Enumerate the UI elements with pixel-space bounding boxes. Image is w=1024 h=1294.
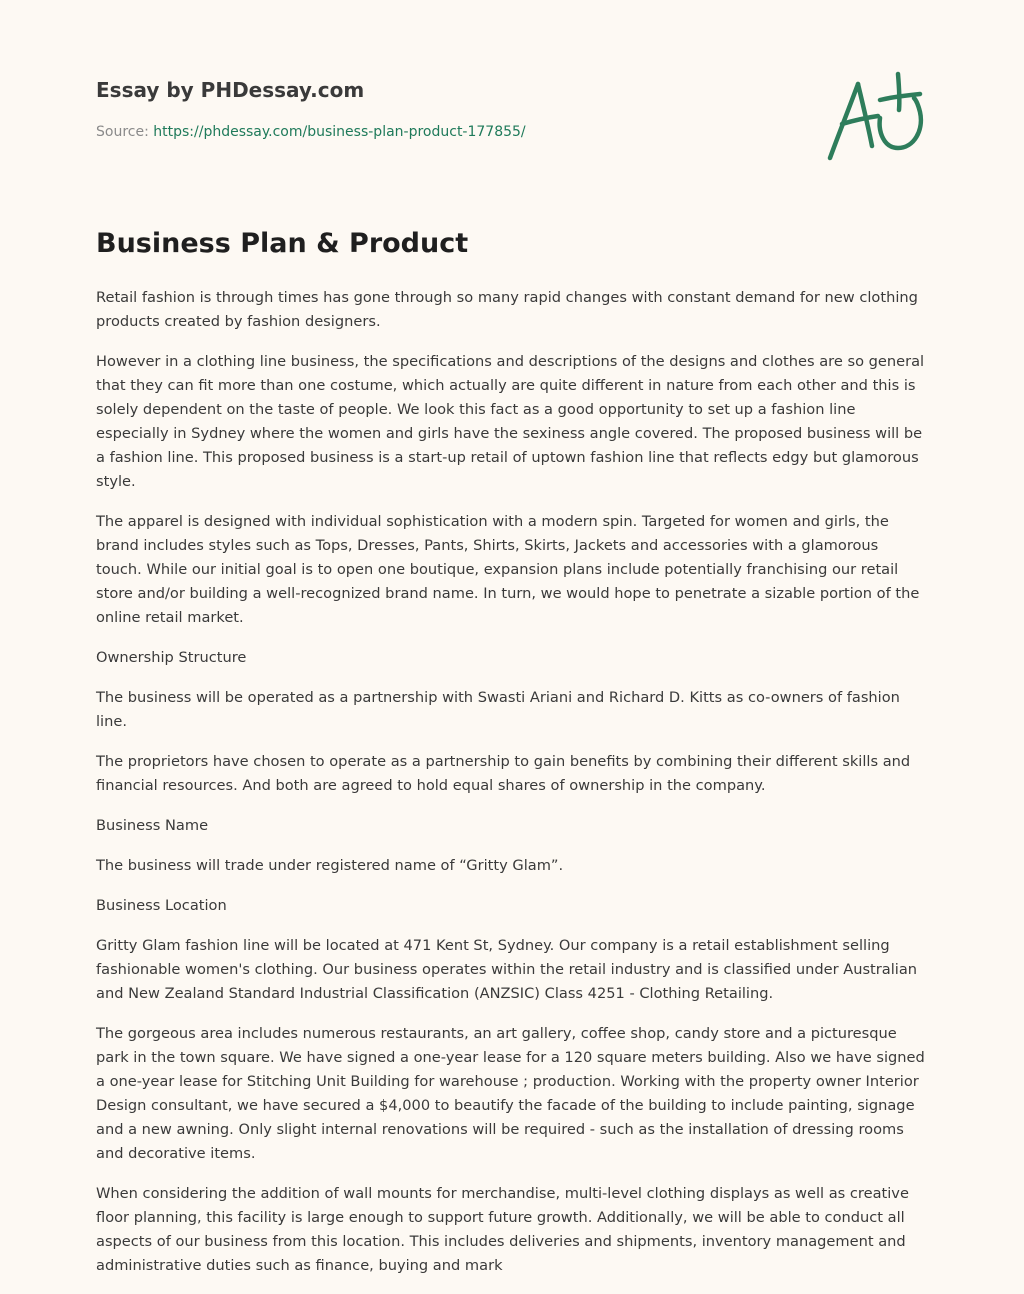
a-plus-grade-icon bbox=[820, 66, 930, 166]
essay-paragraph: The business will trade under registered name of “Gritty Glam”. bbox=[96, 857, 564, 874]
source-line bbox=[96, 122, 796, 142]
source-link[interactable]: https://phdessay.com/business-plan-product-177855/ bbox=[153, 124, 526, 140]
page-header bbox=[96, 76, 796, 142]
section-heading-ownership: Ownership Structure bbox=[96, 649, 247, 666]
essay-paragraph: When considering the addition of wall mounts for merchandise, multi-level clothing displays as well as creative floor planning, this facility is large enough to support future growth. Additionally, we will be able to conduct all aspects of our business from this location. This includes deliveries and shipments, inventory management and administrative duties such as finance, buying and mark bbox=[96, 1185, 909, 1274]
essay-paragraph: The business will be operated as a partnership with Swasti Ariani and Richard D. Kitts as co-owners of fashion line. bbox=[96, 689, 900, 730]
site-title: Essay by PHDessay.com bbox=[96, 78, 365, 102]
essay-paragraph: However in a clothing line business, the specifications and descriptions of the designs and clothes are so general that they can fit more than one costume, which actually are quite different in nature from each other and this is solely dependent on the taste of people. We look this fact as a good opportunity to set up a fashion line especially in Sydney where the women and girls have the sexiness angle covered. The proposed business will be a fashion line. This proposed business is a start-up retail of uptown fashion line that reflects edgy but glamorous style. bbox=[96, 353, 925, 490]
essay-paragraph: Gritty Glam fashion line will be located at 471 Kent St, Sydney. Our company is a retail establishment selling fashionable women's clothing. Our business operates within the retail industry and is classified under Australian and New Zealand Standard Industrial Classification (ANZSIC) Class 4251 - Clothing Retailing. bbox=[96, 937, 918, 1002]
section-heading-business-name: Business Name bbox=[96, 817, 209, 834]
essay-paragraph: The gorgeous area includes numerous restaurants, an art gallery, coffee shop, candy store and a picturesque park in the town square. We have signed a one-year lease for a 120 square meters building. Also we have signed a one-year lease for Stitching Unit Building for warehouse ; production. Working with the property owner Interior Design consultant, we have secured a $4,000 to beautify the facade of the building to include painting, signage and a new awning. Only slight internal renovations will be required - such as the installation of dressing rooms and decorative items. bbox=[96, 1025, 925, 1162]
source-label: Source: bbox=[96, 124, 154, 140]
essay-content bbox=[96, 226, 928, 1294]
essay-paragraph: The apparel is designed with individual sophistication with a modern spin. Targeted for women and girls, the brand includes styles such as Tops, Dresses, Pants, Shirts, Skirts, Jackets and accessories with a glamorous touch. While our initial goal is to open one boutique, expansion plans include potentially franchising our retail store and/or building a well-recognized brand name. In turn, we would hope to penetrate a sizable portion of the online retail market. bbox=[96, 513, 920, 626]
essay-paragraph: The proprietors have chosen to operate as a partnership to gain benefits by combining their different skills and financial resources. And both are agreed to hold equal shares of ownership in the company. bbox=[96, 753, 911, 794]
section-heading-business-location: Business Location bbox=[96, 897, 227, 914]
essay-paragraph: Retail fashion is through times has gone through so many rapid changes with constant demand for new clothing products created by fashion designers. bbox=[96, 289, 918, 330]
essay-title: Business Plan & Product bbox=[96, 228, 469, 259]
